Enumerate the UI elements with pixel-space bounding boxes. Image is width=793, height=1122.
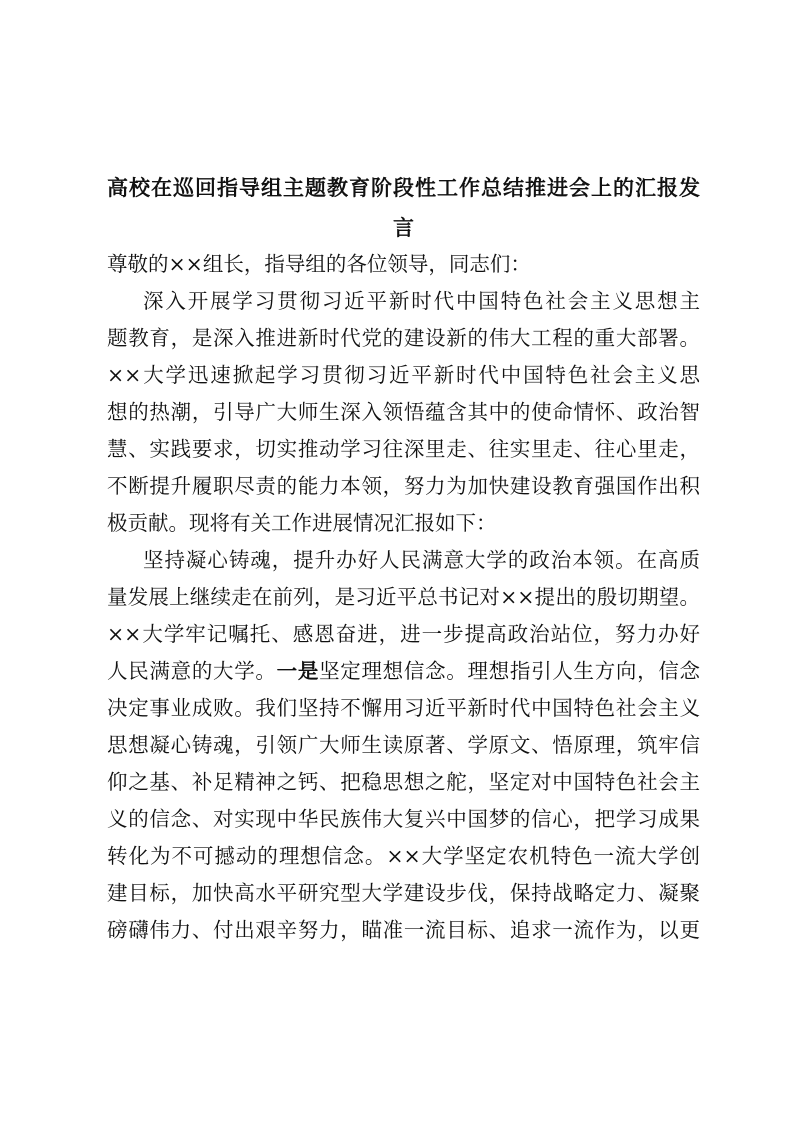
paragraph2-line: 坚持凝心铸魂，提升办好人民满意大学的政治本领。在高质 — [143, 548, 700, 572]
paragraph2-line: 磅礴伟力、付出艰辛努力，瞄准一流目标、追求一流作为，以更 — [107, 918, 700, 942]
text-span: 人民满意的大学。 — [107, 659, 277, 683]
text-span: 坚定理想信念。理想指引人生方向，信念 — [319, 659, 700, 683]
paragraph1-line: 极贡献。现将有关工作进展情况汇报如下： — [107, 511, 497, 535]
paragraph1-line: 想的热潮，引导广大师生深入领悟蕴含其中的使命情怀、政治智 — [107, 400, 700, 424]
paragraph2-line: 建目标，加快高水平研究型大学建设步伐，保持战略定力、凝聚 — [107, 881, 700, 905]
paragraph2-line: 量发展上继续走在前列，是习近平总书记对××提出的殷切期望。 — [107, 585, 700, 609]
paragraph2-line: 仰之基、补足精神之钙、把稳思想之舵，坚定对中国特色社会主 — [107, 770, 700, 794]
bold-marker: 一是 — [276, 659, 320, 683]
paragraph1-line: 不断提升履职尽责的能力本领，努力为加快建设教育强国作出积 — [107, 474, 700, 498]
paragraph1-line: 题教育，是深入推进新时代党的建设新的伟大工程的重大部署。 — [107, 326, 700, 350]
paragraph2-line: 转化为不可撼动的理想信念。××大学坚定农机特色一流大学创 — [107, 844, 700, 868]
paragraph2-line: 义的信念、对实现中华民族伟大复兴中国梦的信心，把学习成果 — [107, 807, 700, 831]
paragraph2-line — [107, 653, 700, 690]
document-title-line2: 言 — [393, 215, 414, 240]
document-title-line1: 高校在巡回指导组主题教育阶段性工作总结推进会上的汇报发 — [107, 175, 700, 200]
paragraph2-line: 思想凝心铸魂，引领广大师生读原著、学原文、悟原理，筑牢信 — [107, 733, 700, 757]
salutation: 尊敬的××组长，指导组的各位领导，同志们： — [107, 252, 531, 276]
paragraph1-line: 慧、实践要求，切实推动学习往深里走、往实里走、往心里走， — [107, 437, 700, 461]
paragraph2-line: 决定事业成败。我们坚持不懈用习近平新时代中国特色社会主义 — [107, 696, 700, 720]
paragraph2-line: ××大学牢记嘱托、感恩奋进，进一步提高政治站位，努力办好 — [107, 622, 700, 646]
paragraph1-line: ××大学迅速掀起学习贯彻习近平新时代中国特色社会主义思 — [107, 363, 700, 387]
paragraph1-line: 深入开展学习贯彻习近平新时代中国特色社会主义思想主 — [143, 289, 700, 313]
